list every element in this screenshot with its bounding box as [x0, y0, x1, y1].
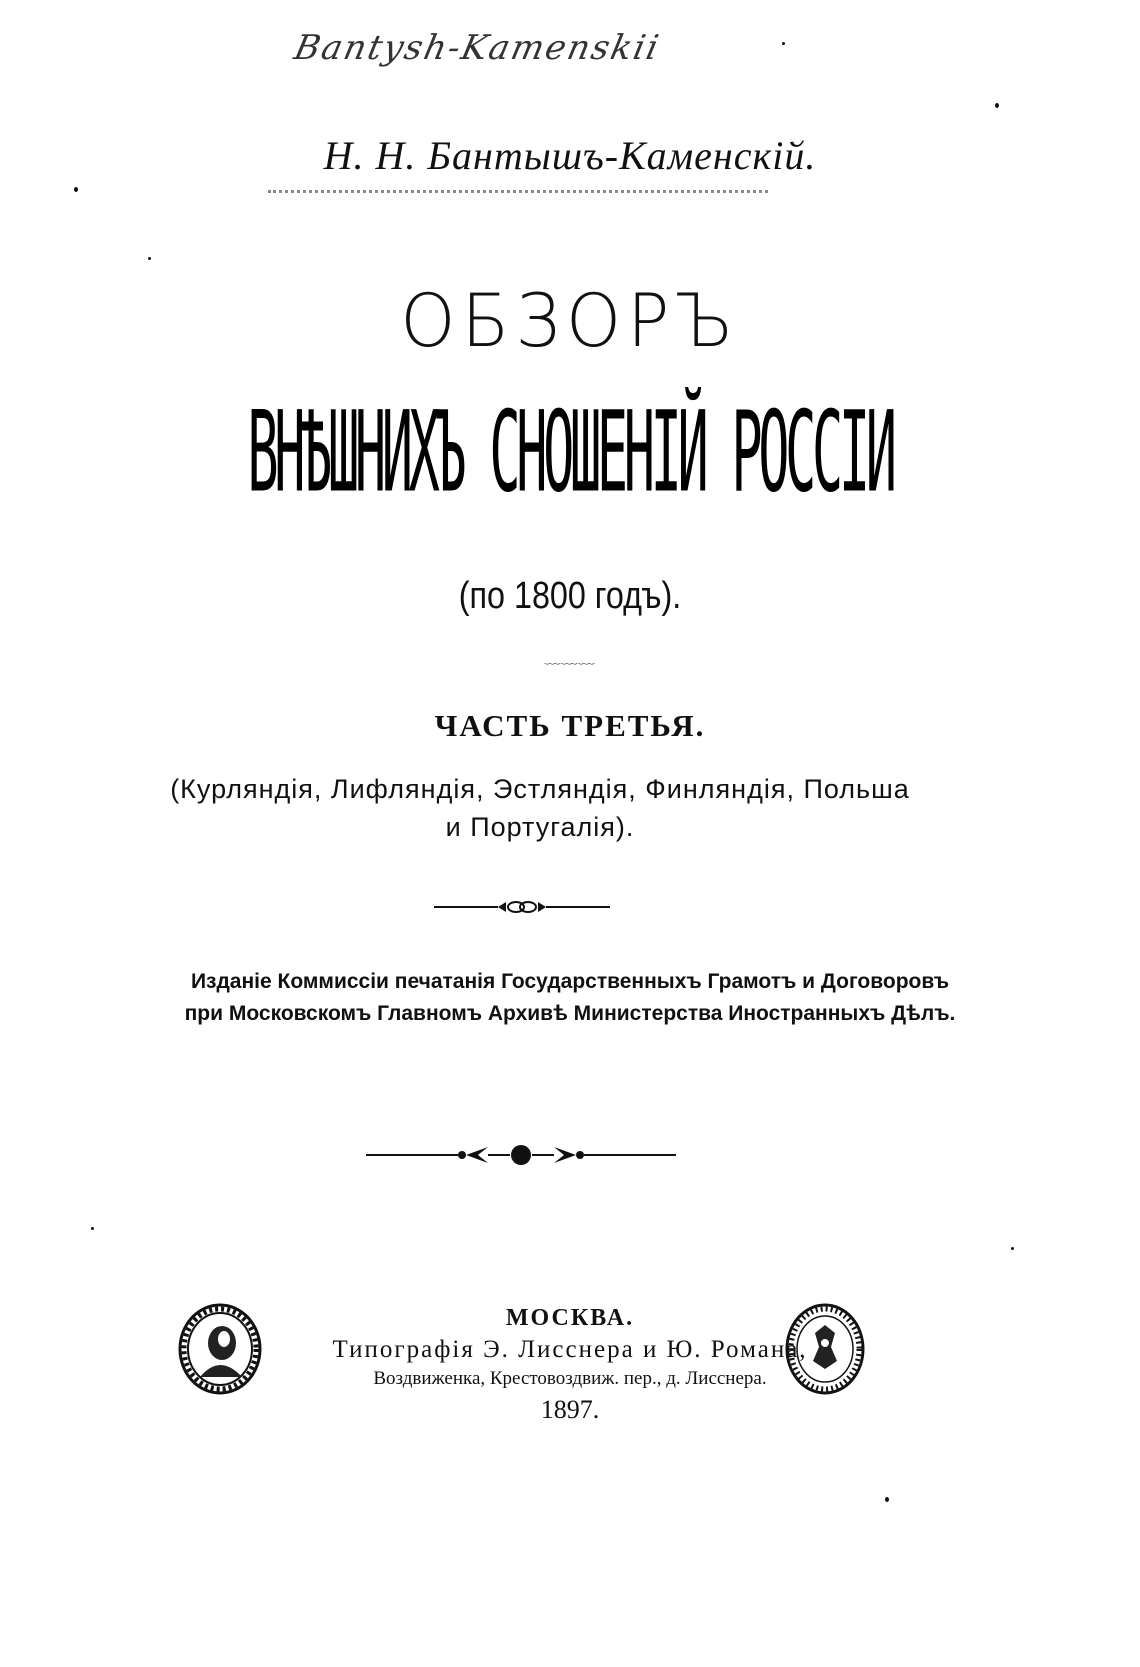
- handwritten-note: Bantysh-Kamenskii: [290, 28, 664, 68]
- dotted-divider: [268, 190, 768, 193]
- regions-line-2: и Португалія).: [445, 812, 635, 842]
- book-subtitle: ВНѢШНИХЪ СНОШЕНІЙ РОССІИ: [247, 386, 893, 518]
- page-speck: [995, 103, 999, 108]
- small-ornament-divider: [434, 897, 610, 917]
- wave-ornament: ﹏﹏﹏: [544, 648, 596, 667]
- book-title: ОБЗОРЪ: [400, 277, 740, 365]
- page-speck: [1011, 1247, 1014, 1250]
- page-speck: [91, 1227, 94, 1230]
- page-speck: [885, 1497, 889, 1502]
- period-note: (по 1800 годъ).: [458, 575, 682, 617]
- bullet-ornament-divider: [366, 1140, 766, 1170]
- page-speck: [148, 257, 151, 260]
- page-speck: [782, 42, 785, 45]
- publication-year: 1897.: [540, 1395, 600, 1424]
- part-label: ЧАСТЬ ТРЕТЬЯ.: [434, 708, 706, 743]
- author-name: Н. Н. Бантышъ-Каменскій.: [323, 133, 817, 178]
- regions-line-1: (Курляндія, Лифляндія, Эстляндія, Финляндія, Польша: [170, 774, 910, 804]
- page-speck: [74, 187, 78, 192]
- library-stamp-seal: [785, 1303, 865, 1395]
- printer-address: Воздвиженка, Крестовоздвиж. пер., д. Лисснера.: [373, 1368, 767, 1389]
- publisher-line-2: при Московскомъ Главномъ Архивѣ Министерства Иностранныхъ Дѣлъ.: [184, 1002, 956, 1025]
- printer: Типографія Э. Лисснера и Ю. Романа,: [332, 1336, 808, 1363]
- publisher-line-1: Изданіе Коммиссіи печатанія Государственныхъ Грамотъ и Договоровъ: [190, 970, 950, 993]
- city: МОСКВА.: [505, 1305, 635, 1331]
